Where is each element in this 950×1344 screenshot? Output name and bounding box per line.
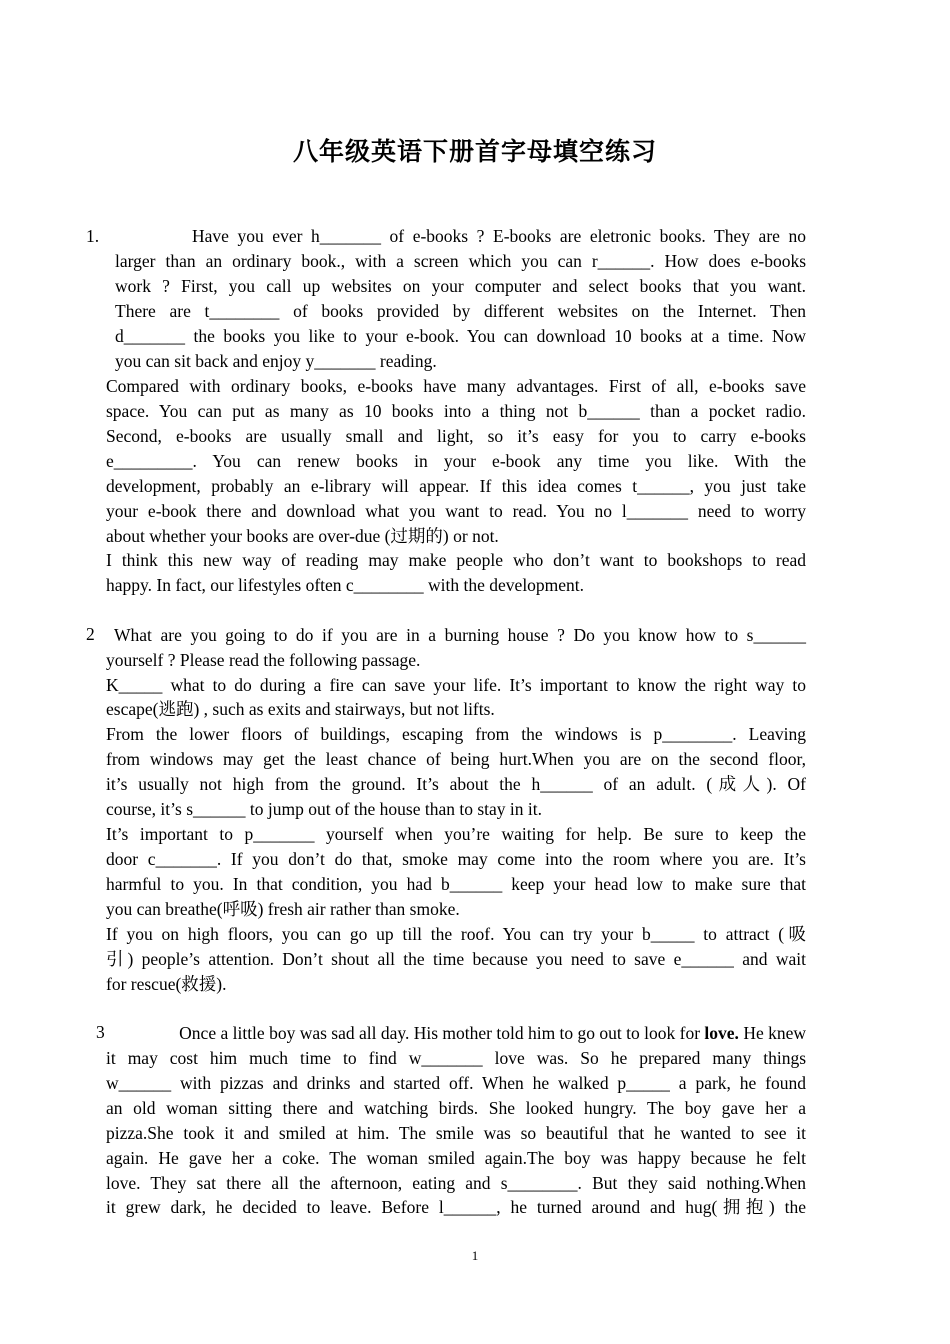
section-2-line: 引) people’s attention. Don’t shout all the time because you need to save e______ and wait [106, 949, 806, 969]
section-3-line [120, 1021, 806, 1046]
section-3-line1-after: He knew [738, 1023, 806, 1043]
section-1-line: Second, e-books are usually small and light, so it’s easy for you to carry e-books [106, 426, 806, 446]
section-1-line: Compared with ordinary books, e-books have many advantages. First of all, e-books save [106, 376, 806, 396]
section-1-line: I think this new way of reading may make people who don’t want to bookshops to read [106, 550, 806, 570]
section-2-line: harmful to you. In that condition, you had b______ keep your head low to make sure that [106, 874, 806, 894]
section-2-line: door c_______. If you don’t do that, smoke may come into the room where you are. It’s [106, 849, 806, 869]
section-2-line: it’s usually not high from the ground. It’s about the h______ of an adult. (成人). Of [106, 774, 806, 794]
section-1-line: Have you ever h_______ of e-books ? E-books are eletronic books. They are no [192, 226, 806, 246]
section-1-line: about whether your books are over-due (过期的) or not. [106, 526, 499, 546]
section-1-line: e_________. You can renew books in your e-book any time you like. With the [106, 451, 806, 471]
section-1-line: happy. In fact, our lifestyles often c________ with the development. [106, 575, 585, 595]
section-2-line: you can breathe(呼吸) fresh air rather than smoke. [106, 899, 460, 919]
section-2-line: escape(逃跑) , such as exits and stairways, but not lifts. [106, 699, 495, 719]
section-3-line1-bold: love. [704, 1023, 739, 1043]
section-2-line: course, it’s s______ to jump out of the house than to stay in it. [106, 799, 543, 819]
section-1-number: 1. [86, 226, 100, 246]
section-1-line: development, probably an e-library will appear. If this idea comes t______, you just take [106, 476, 806, 496]
section-1-line: larger than an ordinary book., with a screen which you can r______. How does e-books [115, 251, 806, 271]
section-2-line: It’s important to p_______ yourself when you’re waiting for help. Be sure to keep the [106, 824, 806, 844]
section-2-line: From the lower floors of buildings, escaping from the windows is p________. Leaving [106, 724, 806, 744]
section-3-line: love. They sat there all the afternoon, eating and s________. But they said nothing.When [106, 1173, 806, 1193]
section-2-line: K_____ what to do during a fire can save your life. It’s important to know the right way to [106, 675, 806, 695]
section-3-line: again. He gave her a coke. The woman smiled again.The boy was happy because he felt [106, 1148, 806, 1168]
section-3-line: it grew dark, he decided to leave. Before l______, he turned around and hug(拥抱) the [106, 1197, 806, 1217]
section-2-line: yourself ? Please read the following passage. [106, 650, 421, 670]
section-2-number: 2 [86, 624, 95, 644]
page-number: 1 [471, 1248, 479, 1263]
section-3-number: 3 [96, 1022, 105, 1042]
section-1-line: you can sit back and enjoy y_______ reading. [115, 351, 437, 371]
page-title: 八年级英语下册首字母填空练习 [292, 137, 657, 166]
section-1-line: d_______ the books you like to your e-book. You can download 10 books at a time. Now [115, 326, 806, 346]
section-3-line: an old woman sitting there and watching birds. She looked hungry. The boy gave her a [106, 1098, 806, 1118]
section-3-line1-text: Once a little boy was sad all day. His mother told him to go out to look for [179, 1023, 705, 1043]
section-1-line: There are t________ of books provided by different websites on the Internet. Then [115, 301, 806, 321]
section-2-line: for rescue(救援). [106, 974, 227, 994]
section-1-line: work ? First, you call up websites on your computer and select books that you want. [115, 276, 806, 296]
section-2-line: from windows may get the least chance of being hurt.When you are on the second floor, [106, 749, 806, 769]
section-3-line: pizza.She took it and smiled at him. The smile was so beautiful that he wanted to see it [106, 1123, 806, 1143]
section-1-line: space. You can put as many as 10 books into a thing not b______ than a pocket radio. [106, 401, 806, 421]
section-1-line: your e-book there and download what you want to read. You no l_______ need to worry [106, 501, 806, 521]
section-2-line: What are you going to do if you are in a burning house ? Do you know how to s______ [114, 625, 806, 645]
section-3-line: it may cost him much time to find w_______ love was. So he prepared many things [106, 1048, 806, 1068]
section-3-line: w______ with pizzas and drinks and started off. When he walked p_____ a park, he found [106, 1073, 806, 1093]
section-2-line: If you on high floors, you can go up till the roof. You can try your b_____ to attract (吸 [106, 924, 806, 944]
